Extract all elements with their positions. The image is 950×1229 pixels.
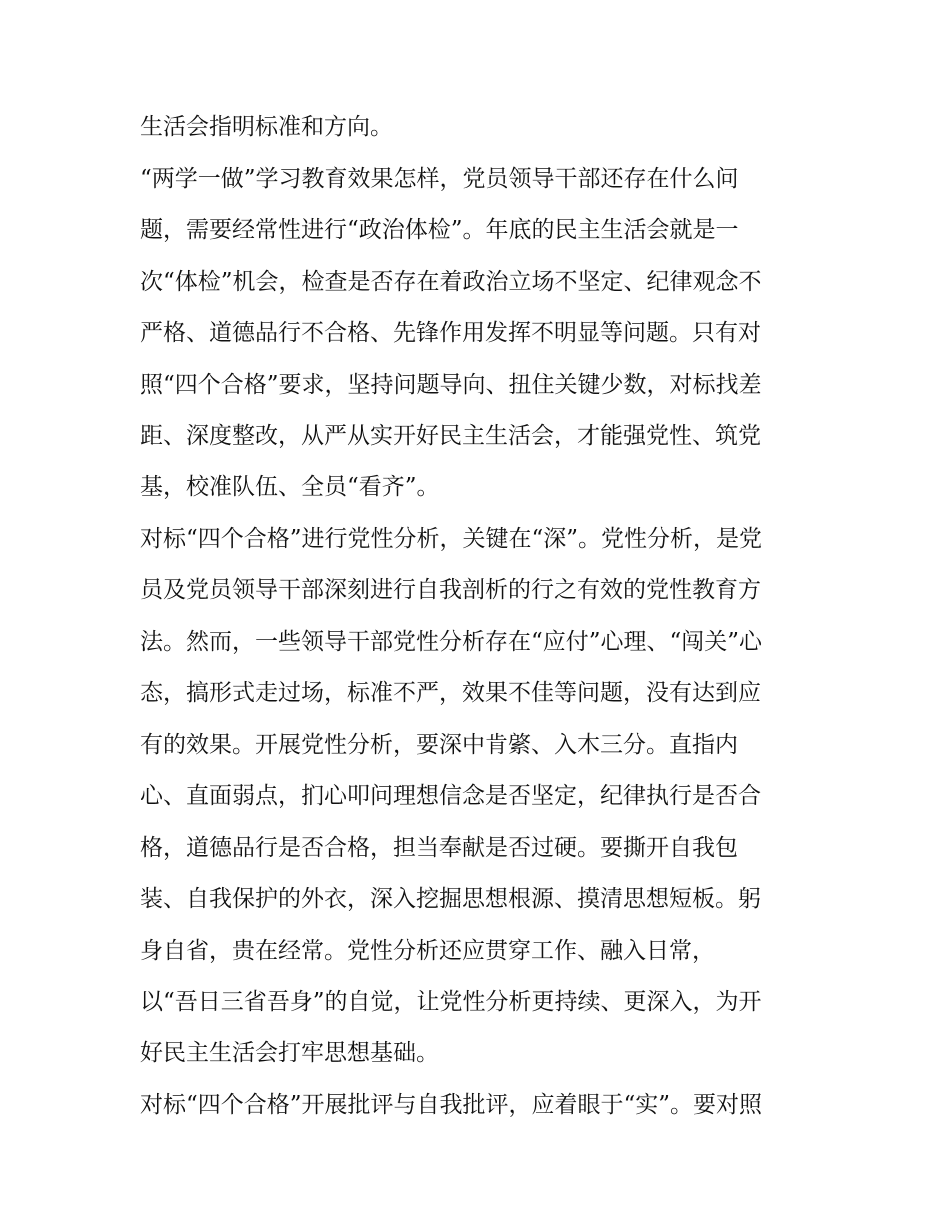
text-line: “两学一做”学习教育效果怎样，党员领导干部还存在什么问 bbox=[140, 166, 739, 192]
text-line: 以“吾日三省吾身”的自觉，让党性分析更持续、更深入，为开 bbox=[140, 989, 762, 1015]
text-line: 严格、道德品行不合格、先锋作用发挥不明显等问题。只有对 bbox=[140, 320, 761, 346]
text-line: 对标“四个合格”进行党性分析，关键在“深”。党性分析，是党 bbox=[140, 526, 763, 552]
text-line: 对标“四个合格”开展批评与自我批评，应着眼于“实”。要对照 bbox=[140, 1092, 763, 1118]
text-line: 次“体检”机会，检查是否存在着政治立场不坚定、纪律观念不 bbox=[140, 269, 762, 295]
text-line: 心、直面弱点，扪心叩问理想信念是否坚定，纪律执行是否合 bbox=[140, 783, 761, 809]
text-line: 态，搞形式走过场，标准不严，效果不佳等问题，没有达到应 bbox=[140, 680, 761, 706]
text-line: 法。然而，一些领导干部党性分析存在“应付”心理、“闯关”心 bbox=[140, 629, 763, 655]
text-line: 好民主生活会打牢思想基础。 bbox=[140, 1040, 439, 1066]
text-line: 题，需要经常性进行“政治体检”。年底的民主生活会就是一 bbox=[140, 217, 739, 243]
text-line: 身自省，贵在经常。党性分析还应贯穿工作、融入日常， bbox=[140, 938, 715, 964]
text-line: 员及党员领导干部深刻进行自我剖析的行之有效的党性教育方 bbox=[140, 577, 761, 603]
text-line: 有的效果。开展党性分析，要深中肯綮、入木三分。直指内 bbox=[140, 732, 738, 758]
text-line: 格，道德品行是否合格，担当奉献是否过硬。要撕开自我包 bbox=[140, 835, 738, 861]
text-line: 生活会指明标准和方向。 bbox=[140, 114, 393, 140]
text-line: 基，校准队伍、全员“看齐”。 bbox=[140, 474, 440, 500]
text-line: 照“四个合格”要求，坚持问题导向、扭住关键少数，对标找差 bbox=[140, 372, 762, 398]
text-line: 装、自我保护的外衣，深入挖掘思想根源、摸清思想短板。躬 bbox=[140, 886, 761, 912]
text-line: 距、深度整改，从严从实开好民主生活会，才能强党性、筑党 bbox=[140, 423, 761, 449]
